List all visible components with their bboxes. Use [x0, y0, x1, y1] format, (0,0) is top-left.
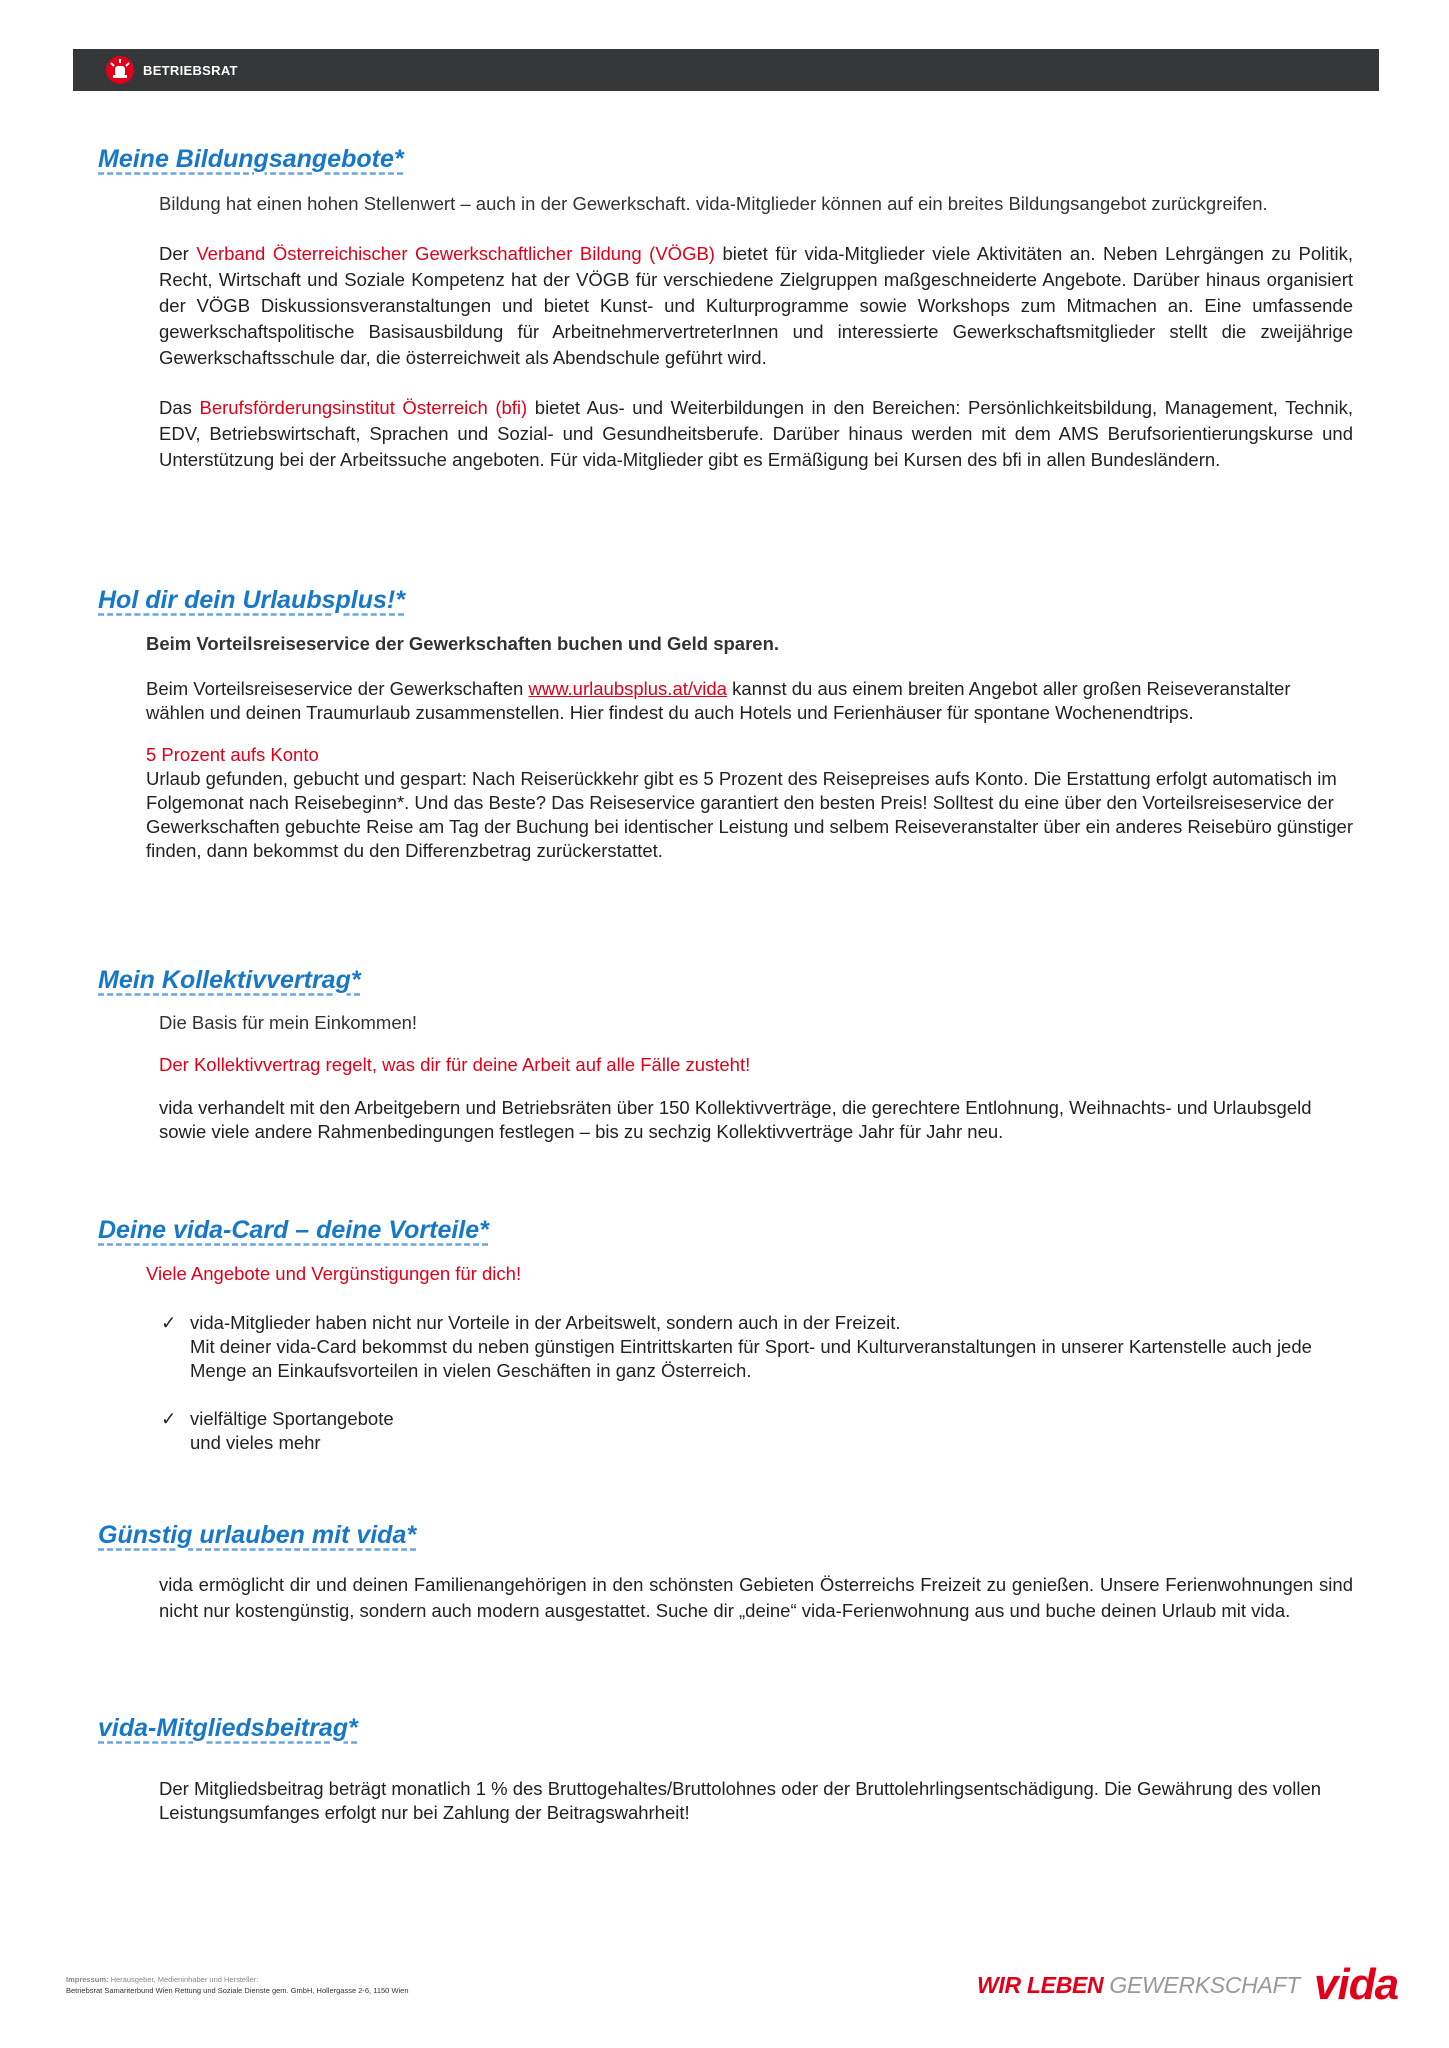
bfi-name: Berufsförderungsinstitut Österreich (bfi) [199, 397, 528, 418]
section-urlaubsplus [98, 586, 1353, 863]
section-title: Meine Bildungsangebote* [98, 145, 404, 173]
section-title: Mein Kollektivvertrag* [98, 966, 361, 994]
paragraph: Das Berufsförderungsinstitut Österreich (bfi) bietet Aus- und Weiterbildungen in den Bereichen: Persönlichkeitsbildung, Management, Technik, EDV, Betriebswirtschaft, Sprachen und Sozial- und Gesundheitsberufe. Darüber hinaus werden mit dem AMS Berufsorientierungskurse und Unterstützung bei der Arbeitssuche angeboten. Für vida-Mitglieder gibt es Ermäßigung bei Kursen des bfi in allen Bundesländern. [159, 397, 1353, 470]
brand-label: BETRIEBSRAT [143, 62, 238, 78]
subheading: 5 Prozent aufs Konto [146, 744, 319, 765]
check-icon: ✓ [161, 1312, 177, 1333]
section-kollektivvertrag [98, 966, 1353, 1144]
siren-icon [105, 55, 135, 85]
paragraph: Beim Vorteilsreiseservice der Gewerkschaften www.urlaubsplus.at/vida kannst du aus einem breiten Angebot aller großen Reiseveranstalter wählen und deinen Traumurlaub zusammenstellen. Hier findest du auch Hotels und Ferienhäuser für spontane Wochenendtrips. [146, 678, 1291, 723]
slogan-part2: GEWERKSCHAFT [1109, 1971, 1300, 1998]
urlaubsplus-link[interactable]: www.urlaubsplus.at/vida [528, 678, 727, 699]
section-title: Hol dir dein Urlaubsplus!* [98, 586, 405, 614]
benefit-list [161, 1311, 1353, 1455]
section-title: vida-Mitgliedsbeitrag* [98, 1714, 358, 1742]
paragraph: Der Mitgliedsbeitrag beträgt monatlich 1 % des Bruttogehaltes/Bruttolohnes oder der Bruttolehrlingsentschädigung. Die Gewährung des vollen Leistungsumfanges erfolgt nur bei Zahlung der Beitragswahrheit! [159, 1778, 1322, 1823]
impressum: Impressum: Herausgeber, Medieninhaber und Hersteller: Betriebsrat Samariterbund Wien Rettung und Soziale Dienste gem. GmbH, Hollergasse 2-6, 1150 Wien [66, 1975, 409, 1995]
check-icon: ✓ [161, 1408, 177, 1429]
header-bar [73, 49, 1379, 91]
paragraph: Der Verband Österreichischer Gewerkschaftlicher Bildung (VÖGB) bietet für vida-Mitglieder viele Aktivitäten an. Neben Lehrgängen zu Politik, Recht, Wirtschaft und Soziale Kompetenz hat der VÖGB für verschiedene Zielgruppen maßgeschneiderte Angebote. Darüber hinaus organisiert der VÖGB Diskussionsveranstaltungen und bietet Kunst- und Kulturprogramme sowie Workshops zum Mitmachen an. Eine umfassende gewerkschaftspolitische Basisausbildung für ArbeitnehmervertreterInnen und interessierte Gewerkschaftsmitglieder stellt die zweijährige Gewerkschaftsschule dar, die österreichweit als Abendschule geführt wird. [159, 243, 1353, 368]
subheading: Viele Angebote und Vergünstigungen für dich! [146, 1263, 522, 1284]
section-urlauben [98, 1521, 1353, 1624]
section-bildung [98, 145, 1353, 473]
section-vida-card [98, 1216, 1353, 1455]
section-title: Deine vida-Card – deine Vorteile* [98, 1216, 489, 1244]
voegb-name: Verband Österreichischer Gewerkschaftlicher Bildung (VÖGB) [196, 243, 715, 264]
slogan-part1: WIR LEBEN [977, 1971, 1104, 1998]
paragraph: Die Basis für mein Einkommen! [159, 1012, 418, 1033]
list-item: ✓ vida-Mitglieder haben nicht nur Vorteile in der Arbeitswelt, sondern auch in der Freizeit. Mit deiner vida-Card bekommst du neben günstigen Eintrittskarten für Sport- und Kulturveranstaltungen in unserer Kartenstelle auch jede Menge an Einkaufsvorteilen in vielen Geschäften in ganz Österreich. [161, 1312, 1312, 1381]
list-item: ✓ vielfältige Sportangebote und vieles mehr [161, 1408, 394, 1453]
paragraph: vida ermöglicht dir und deinen Familienangehörigen in den schönsten Gebieten Österreichs Freizeit zu genießen. Unsere Ferienwohnungen sind nicht nur kostengünstig, sondern auch modern ausgestattet. Suche dir „deine“ vida-Ferienwohnung aus und buche deinen Urlaub mit vida. [159, 1574, 1353, 1621]
section-title: Günstig urlauben mit vida* [98, 1521, 417, 1549]
paragraph: Bildung hat einen hohen Stellenwert – auch in der Gewerkschaft. vida-Mitglieder können auf ein breites Bildungsangebot zurückgreifen. [159, 193, 1268, 214]
vida-logo: vida [1314, 1960, 1399, 2009]
paragraph: Urlaub gefunden, gebucht und gespart: Nach Reiserückkehr gibt es 5 Prozent des Reisepreises aufs Konto. Die Erstattung erfolgt automatisch im Folgemonat nach Reisebeginn*. Und das Beste? Das Reiseservice garantiert den besten Preis! Solltest du eine über den Vorteilsreiseservice der Gewerkschaften gebuchte Reise am Tag der Buchung bei identischer Leistung und selbem Reiseveranstalter über ein anderes Reisebüro günstiger finden, dann bekommst du den Differenzbetrag zurückerstattet. [146, 768, 1353, 861]
lead-text: Beim Vorteilsreiseservice der Gewerkschaften buchen und Geld sparen. [146, 633, 780, 654]
paragraph: vida verhandelt mit den Arbeitgebern und Betriebsräten über 150 Kollektivverträge, die gerechtere Entlohnung, Weihnachts- und Urlaubsgeld sowie viele andere Rahmenbedingungen festlegen – bis zu sechzig Kollektivverträge Jahr für Jahr neu. [159, 1097, 1312, 1142]
highlight-text: Der Kollektivvertrag regelt, was dir für deine Arbeit auf alle Fälle zusteht! [159, 1054, 751, 1075]
footer-brand [977, 1960, 1398, 2010]
section-mitgliedsbeitrag [98, 1714, 1353, 1825]
